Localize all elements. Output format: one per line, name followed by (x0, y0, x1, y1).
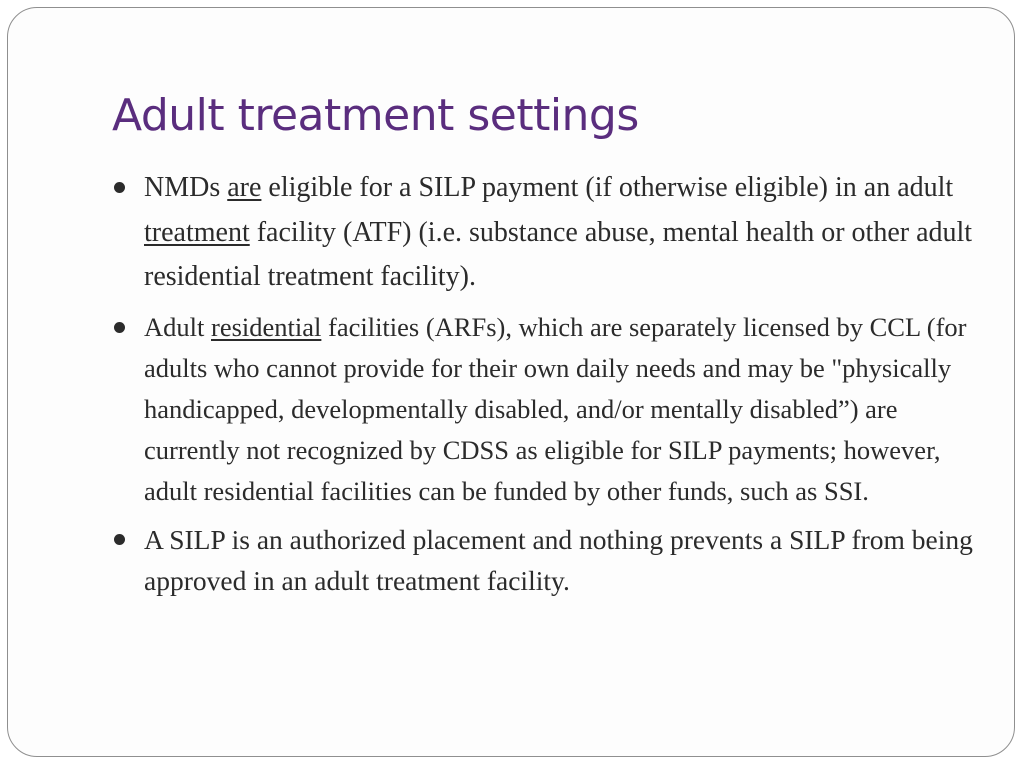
bullet-text: A SILP is an authorized placement and nothing prevents a SILP from being approved in an adult treatment facility. (144, 523, 973, 596)
bullet-text: facilities (ARFs), which are separately licensed by CCL (for adults who cannot provide for their own daily needs and may be "physically handicapped, developmentally disabled, and/or mentally disabled”) are currently not recognized by CDSS as eligible for SILP payments; however, adult residential facilities can be funded by other funds, such as SSI. (144, 311, 967, 506)
bullet-dot-icon (114, 182, 125, 193)
bullet-dot-icon (114, 534, 125, 545)
underlined-emphasis: are (227, 172, 262, 203)
bullet-item-nmds-eligible (144, 166, 974, 300)
bullet-list (144, 166, 974, 602)
underlined-emphasis: treatment (144, 216, 250, 248)
bullet-text: NMDs (144, 172, 228, 203)
bullet-text: eligible for a SILP payment (if otherwise eligible) in an adult (261, 172, 954, 203)
bullet-item-arfs (144, 307, 974, 512)
slide-title: Adult treatment settings (112, 90, 639, 141)
bullet-text: Adult (144, 311, 211, 342)
bullet-dot-icon (114, 322, 125, 333)
underlined-emphasis: residential (211, 311, 322, 342)
bullet-text: facility (ATF) (i.e. substance abuse, mental health or other adult residential treatment facility). (144, 216, 973, 292)
bullet-item-silp-authorized (144, 519, 974, 602)
